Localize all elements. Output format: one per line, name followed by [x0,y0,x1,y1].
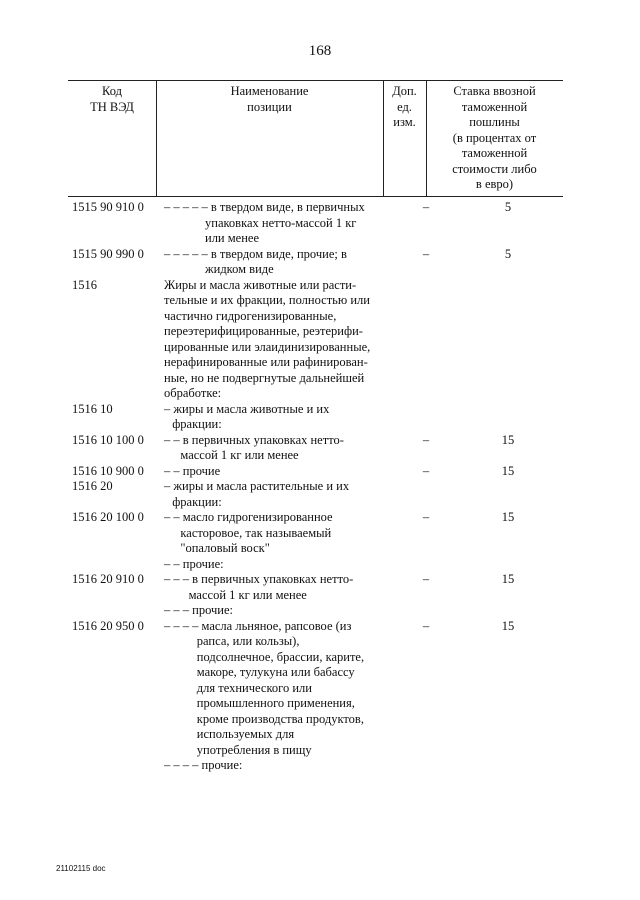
position-name-line: "опаловый воск" [180,541,270,555]
tariff-code [0,603,166,619]
table-row [0,619,640,759]
header-line: Доп. [392,84,417,98]
position-name-line: массой 1 кг или менее [180,448,299,462]
position-name-line: – – – – – в твердом виде, в первичных [164,200,365,214]
tariff-code: 1516 20 [72,479,113,493]
table-row [0,479,640,510]
additional-unit: – [422,432,430,447]
position-name [164,200,394,247]
position-name [164,402,394,433]
tariff-code: 1516 [72,277,97,292]
additional-unit: – [422,572,430,586]
table-row [0,510,640,557]
table-row [0,200,640,247]
table-header-rule [68,196,563,197]
table-row [0,247,640,278]
additional-unit [408,402,444,433]
position-name-line: – – – – прочие: [164,758,243,772]
header-line: позиции [247,99,292,114]
position-name-line: цированные или элаидинизированные, [164,339,371,354]
duty-rate: 5 [504,200,512,214]
position-name-line: касторовое, так называемый [180,525,332,540]
page-number: 168 [308,43,332,59]
table-top-rule [68,80,563,81]
header-name [156,84,383,115]
position-name [164,557,394,573]
table-row [0,402,640,433]
additional-unit: – [422,618,430,633]
position-name-line: промышленного применения, [196,696,355,710]
position-name-line: подсолнечное, брассии, карите, [196,649,365,664]
footer-filename: 21102115 doc [56,864,106,873]
header-line: Ставка ввозной [453,84,536,98]
duty-rate [468,278,548,402]
table-row [0,557,640,573]
tariff-code: 1516 20 950 0 [72,618,144,633]
position-name [164,758,394,774]
tariff-code: 1516 20 910 0 [72,572,144,586]
position-name-line: используемых для [196,727,295,741]
tariff-code: 1516 10 900 0 [72,463,144,478]
duty-rate [468,758,548,774]
position-name-line: Жиры и масла животные или расти- [164,277,357,292]
position-name-line: массой 1 кг или менее [188,587,307,602]
position-name-line: кроме производства продуктов, [196,711,364,726]
table-row [0,572,640,603]
additional-unit: – [422,510,430,524]
position-name-line: – – – – – в твердом виде, прочие; в [164,246,347,261]
position-name-line: – – – прочие: [164,603,233,617]
position-name-line: переэтерифицированные, реэтерифи- [164,324,363,338]
position-name-line: нерафинированные или рафинирован- [164,355,368,369]
duty-rate: 15 [501,572,515,586]
position-name-line: тельные и их фракции, полностью или [164,293,370,307]
duty-rate [468,557,548,573]
header-line: в евро) [475,177,514,191]
additional-unit [408,557,444,573]
position-name [164,479,394,510]
position-name-line: жидком виде [205,262,274,276]
additional-unit: – [422,463,430,478]
position-name-line: обработке: [164,386,222,400]
duty-rate: 15 [501,432,515,447]
header-line: пошлины [469,115,520,129]
tariff-code [0,758,166,774]
position-name-line: – – масло гидрогенизированное [164,510,333,524]
position-name-line: упаковках нетто-массой 1 кг [205,215,357,230]
tariff-code: 1516 10 100 0 [72,432,144,447]
position-name [164,278,394,402]
table-row [0,758,640,774]
position-name-line: – – прочие [164,463,221,478]
header-rate [426,84,563,193]
position-name-line: – жиры и масла растительные и их [164,479,350,493]
position-name-line: рапса, или кользы), [196,634,300,648]
duty-rate [468,603,548,619]
table-row [0,603,640,619]
position-name-line: частично гидрогенизированные, [164,308,337,323]
position-name-line: – – в первичных упаковках нетто- [164,432,344,447]
table-row [0,464,640,480]
position-name [164,603,394,619]
tariff-code: 1516 20 100 0 [72,510,144,524]
position-name-line: употребления в пищу [196,742,312,757]
duty-rate: 15 [501,618,515,633]
duty-rate [468,479,548,510]
additional-unit [408,758,444,774]
position-name-line: для технического или [196,680,312,695]
header-line: стоимости либо [452,161,537,176]
additional-unit: – [422,246,430,261]
position-name [164,619,394,759]
position-name [164,433,394,464]
position-name [164,464,394,480]
tariff-code [0,557,166,573]
position-name [164,247,394,278]
header-line: ТН ВЭД [90,99,134,114]
tariff-code: 1516 10 [72,401,113,416]
tariff-code: 1515 90 990 0 [72,246,144,261]
header-line: Код [102,84,122,98]
tariff-rows [0,200,640,774]
header-line: таможенной [461,146,528,160]
tariff-code: 1515 90 910 0 [72,200,144,214]
additional-unit [408,479,444,510]
position-name [164,572,394,603]
position-name-line: – жиры и масла животные и их [164,401,330,416]
position-name-line: – – прочие: [164,556,224,571]
header-line: (в процентах от [452,130,537,145]
header-line: Наименование [230,84,309,98]
duty-rate: 15 [501,510,515,524]
additional-unit: – [422,200,430,214]
position-name-line: или менее [205,231,259,245]
position-name-line: фракции: [172,417,222,431]
position-name [164,510,394,557]
additional-unit [408,603,444,619]
header-line: таможенной [461,99,528,114]
duty-rate [468,402,548,433]
additional-unit [408,278,444,402]
header-line: ед. [397,99,412,114]
table-row [0,278,640,402]
table-row [0,433,640,464]
header-code [68,84,156,115]
position-name-line: макоре, тулукуна или бабассу [196,665,355,679]
position-name-line: – – – в первичных упаковках нетто- [164,572,354,586]
header-unit [383,84,426,131]
position-name-line: ные, но не подвергнутые дальнейшей [164,370,365,385]
header-line: изм. [393,115,416,129]
duty-rate: 5 [504,246,512,261]
position-name-line: фракции: [172,494,222,509]
position-name-line: – – – – масла льняное, рапсовое (из [164,618,352,633]
duty-rate: 15 [501,463,515,478]
